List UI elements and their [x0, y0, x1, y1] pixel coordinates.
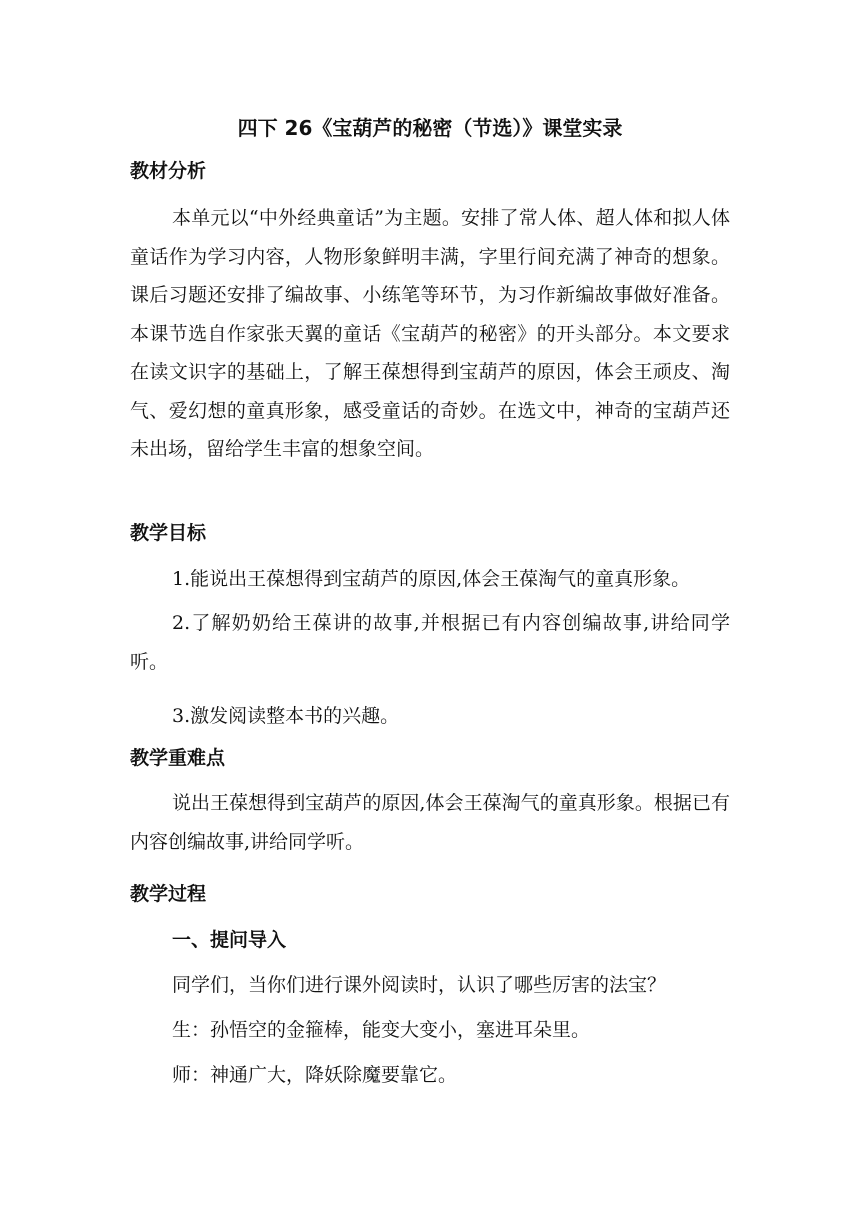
goal-item-2: 2.了解奶奶给王葆讲的故事,并根据已有内容创编故事,讲给同学听。	[130, 612, 730, 673]
analysis-paragraph: 本单元以“中外经典童话”为主题。安排了常人体、超人体和拟人体童话作为学习内容，人物形象鲜明丰满，字里行间充满了神奇的想象。课后习题还安排了编故事、小练笔等环节，为习作新编故事做好准备。 本课节选自作家张天翼的童话《宝葫芦的秘密》的开头部分。本文要求在读文识字的基础上，了解王葆想得到宝葫芦的原因，体会王顽皮、淘气、爱幻想的童真形象，感受童话的奇妙。在选文中，神奇的宝葫芦还未出场，留给学生丰富的想象空间。	[130, 207, 730, 460]
section-heading-process: 教学过程	[130, 883, 207, 905]
section-heading-goals: 教学目标	[130, 522, 207, 544]
section-heading-analysis: 教材分析	[130, 160, 207, 182]
key-points-paragraph: 说出王葆想得到宝葫芦的原因,体会王葆淘气的童真形象。根据已有内容创编故事,讲给同学听。	[130, 792, 730, 853]
goal-item-1: 1.能说出王葆想得到宝葫芦的原因,体会王葆淘气的童真形象。	[172, 568, 691, 590]
process-line-3: 师：神通广大，降妖除魔要靠它。	[172, 1064, 458, 1086]
goal-item-3: 3.激发阅读整本书的兴趣。	[172, 705, 400, 727]
document-title: 四下 26《宝葫芦的秘密（节选）》课堂实录	[237, 116, 623, 140]
process-subheading: 一、提问导入	[172, 929, 287, 951]
process-line-2: 生：孙悟空的金箍棒，能变大变小，塞进耳朵里。	[172, 1019, 591, 1041]
process-line-1: 同学们，当你们进行课外阅读时，认识了哪些厉害的法宝？	[172, 974, 667, 996]
section-heading-key-points: 教学重难点	[130, 747, 226, 769]
